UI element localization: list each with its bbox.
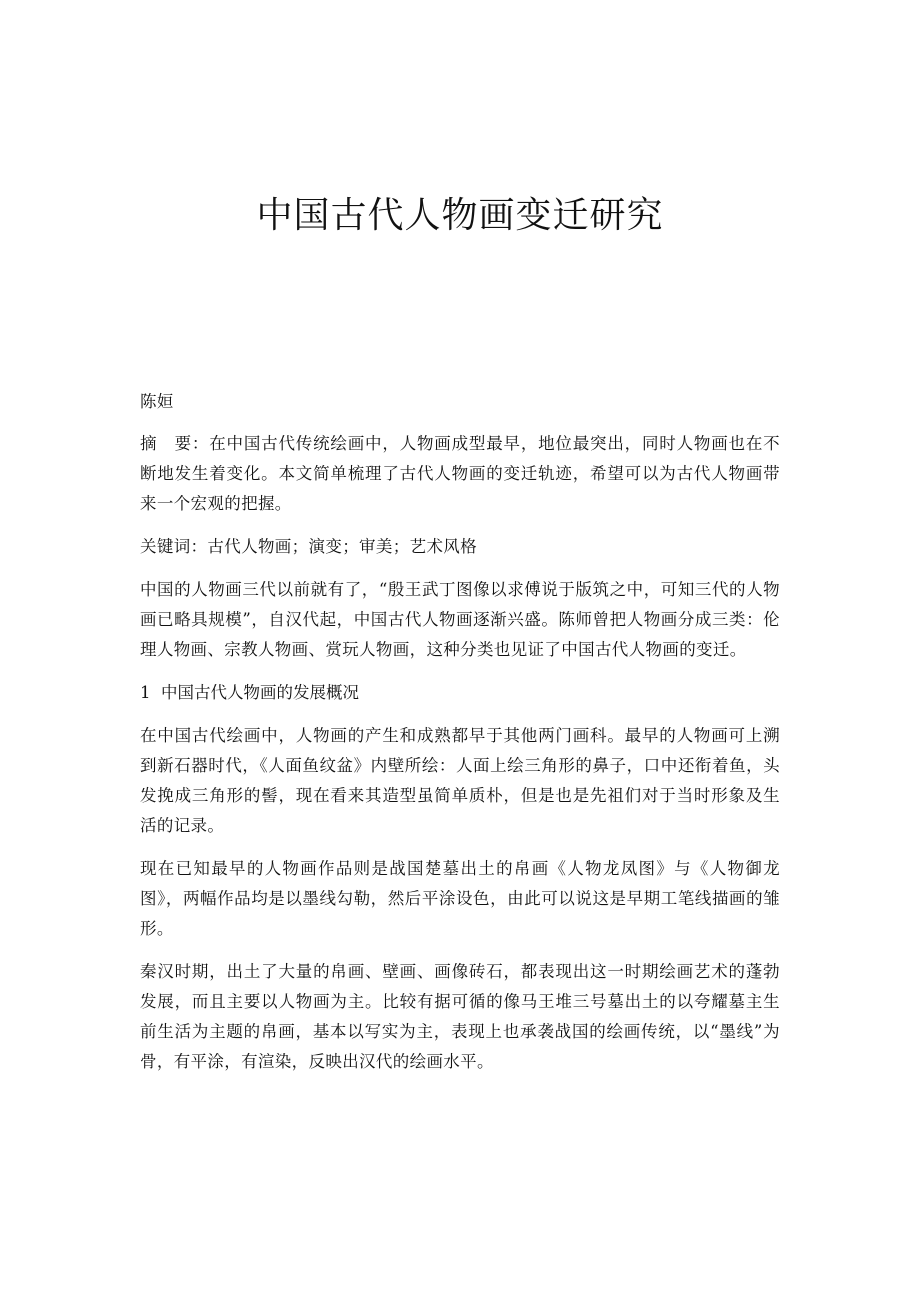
body-paragraph: 现在已知最早的人物画作品则是战国楚墓出土的帛画《人物龙凤图》与《人物御龙图》，两幅作品均是以墨线勾勒，然后平涂设色，由此可以说这是早期工笔线描画的雏形。: [140, 859, 780, 938]
section-heading: 1 中国古代人物画的发展概况: [140, 683, 359, 702]
intro-paragraph: 中国的人物画三代以前就有了，“殷王武丁图像以求傅说于版筑之中，可知三代的人物画已略具规模”，自汉代起，中国古代人物画逐渐兴盛。陈师曾把人物画分成三类：伦理人物画、宗教人物画、赏玩人物画，这种分类也见证了中国古代人物画的变迁。: [140, 580, 780, 659]
paper-body: [140, 387, 780, 1090]
author-name: 陈姮: [140, 392, 174, 411]
abstract: [140, 429, 780, 519]
body-paragraph: 在中国古代绘画中，人物画的产生和成熟都早于其他两门画科。最早的人物画可上溯到新石器时代，《人面鱼纹盆》内壁所绘：人面上绘三角形的鼻子，口中还衔着鱼，头发挽成三角形的髻，现在看来其造型虽简单质朴，但是也是先祖们对于当时形象及生活的记录。: [140, 726, 780, 835]
keywords: [140, 532, 780, 562]
abstract-text: 在中国古代传统绘画中，人物画成型最早，地位最突出，同时人物画也在不断地发生着变化。本文简单梳理了古代人物画的变迁轨迹，希望可以为古代人物画带来一个宏观的把握。: [140, 434, 780, 513]
body-paragraph: 秦汉时期，出土了大量的帛画、壁画、画像砖石，都表现出这一时期绘画艺术的蓬勃发展，而且主要以人物画为主。比较有据可循的像马王堆三号墓出土的以夸耀墓主生前生活为主题的帛画，基本以写实为主，表现上也承袭战国的绘画传统，以“墨线”为骨，有平涂，有渲染，反映出汉代的绘画水平。: [140, 962, 780, 1071]
paper-title: 中国古代人物画变迁研究: [256, 195, 664, 236]
keywords-text: 古代人物画；演变；审美；艺术风格: [207, 537, 478, 556]
keywords-label: 关键词：: [140, 537, 208, 556]
abstract-label: 摘 要：: [140, 434, 210, 453]
